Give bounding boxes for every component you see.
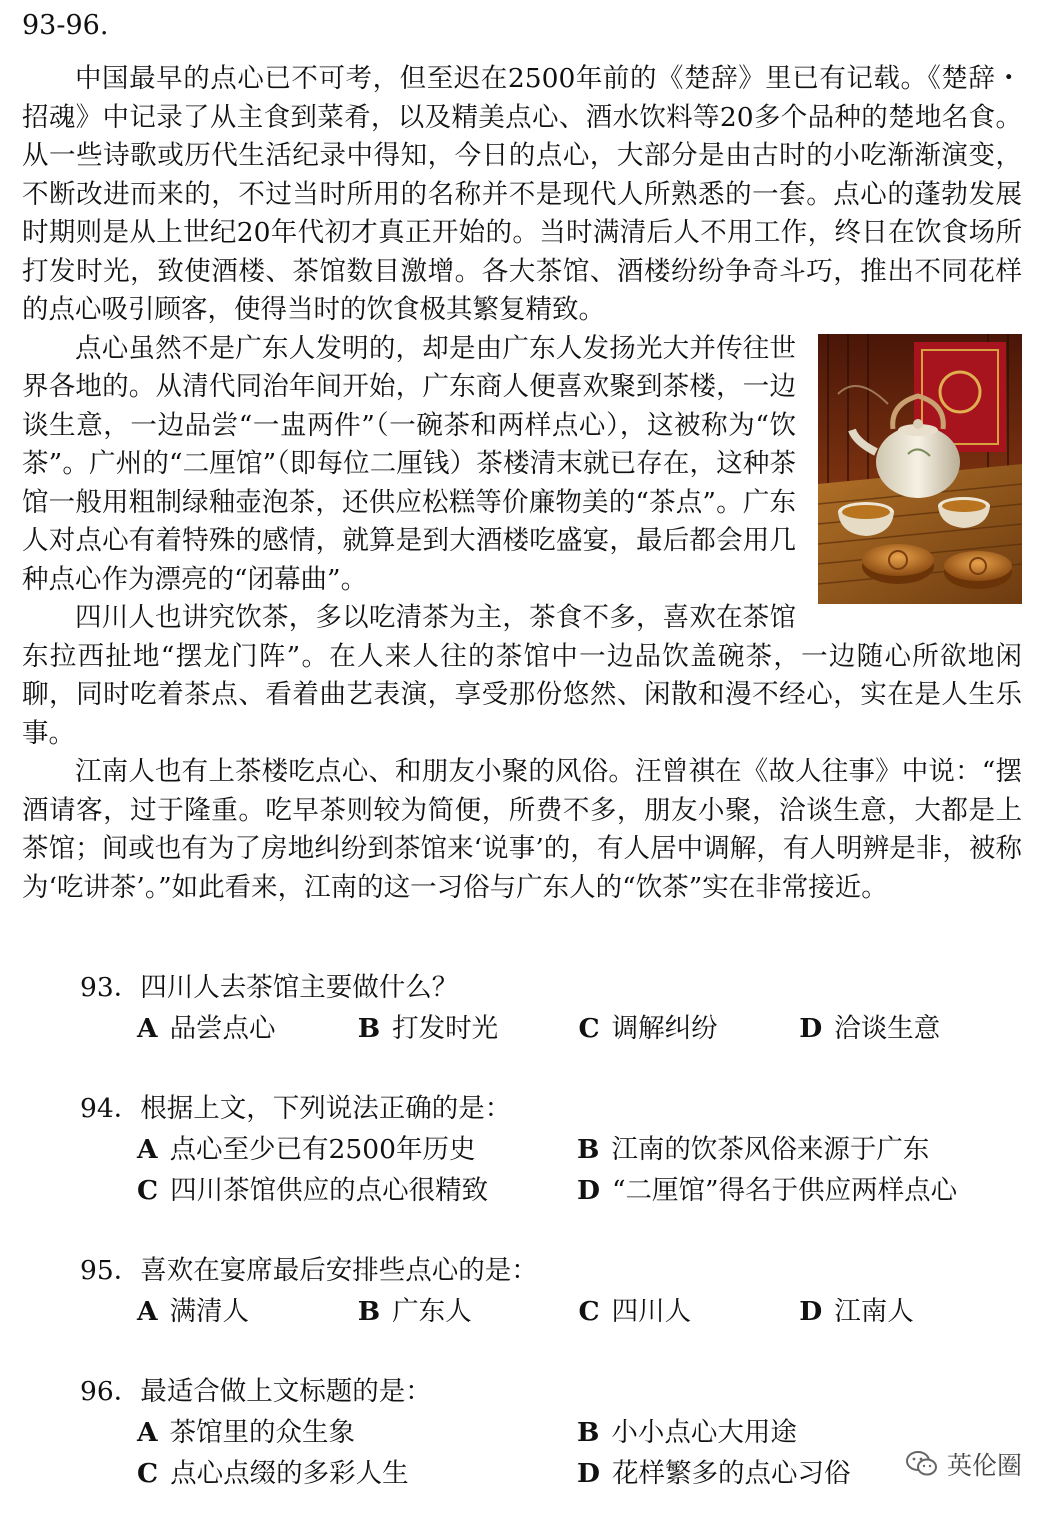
option-b[interactable]: B 小小点心大用途: [577, 1416, 797, 1448]
question-96: [80, 1372, 1020, 1494]
question-95: [80, 1251, 1020, 1332]
option-a[interactable]: A 茶馆里的众生象: [137, 1416, 356, 1448]
section-header: 93-96.: [22, 10, 109, 41]
wechat-icon: [905, 1450, 939, 1478]
question-list: [80, 968, 1020, 1534]
option-b[interactable]: B 广东人: [357, 1295, 472, 1327]
watermark: [905, 1446, 1022, 1482]
option-c[interactable]: C 四川茶馆供应的点心很精致: [137, 1174, 489, 1206]
paragraph-2: [22, 330, 1022, 600]
paragraph-4: 江南人也有上茶楼吃点心、和朋友小聚的风俗。汪曾祺在《故人往事》中说：“摆酒请客，过于隆重。吃早茶则较为简便，所费不多，朋友小聚，洽谈生意，大都是上茶馆；间或也有为了房地纠纷到茶馆来‘说事’的，有人居中调解，有人明辨是非，被称为‘吃讲茶’。”如此看来，江南的这一习俗与广东人的“饮茶”实在非常接近。: [22, 756, 1022, 903]
option-a[interactable]: A 品尝点心: [137, 1012, 276, 1044]
paragraph-1: 中国最早的点心已不可考，但至迟在2500年前的《楚辞》里已有记载。《楚辞・招魂》中记录了从主食到菜肴，以及精美点心、酒水饮料等20多个品种的楚地名食。从一些诗歌或历代生活纪录中得知，今日的点心，大部分是由古时的小吃渐渐演变，不断改进而来的，不过当时所用的名称并不是现代人所熟悉的一套。点心的蓬勃发展时期则是从上世纪20年代初才真正开始的。当时满清后人不用工作，终日在饮食场所打发时光，致使酒楼、茶馆数目激增。各大茶馆、酒楼纷纷争奇斗巧，推出不同花样的点心吸引顾客，使得当时的饮食极其繁复精致。: [22, 63, 1022, 325]
option-a[interactable]: A 满清人: [137, 1295, 250, 1327]
option-b[interactable]: B 打发时光: [357, 1012, 499, 1044]
option-d[interactable]: D 江南人: [799, 1295, 914, 1327]
option-d[interactable]: D 花样繁多的点心习俗: [577, 1457, 851, 1489]
option-d[interactable]: D 洽谈生意: [799, 1012, 941, 1044]
question-94: [80, 1089, 1020, 1211]
option-a[interactable]: A 点心至少已有2500年历史: [137, 1133, 476, 1165]
watermark-text: 英伦圈: [946, 1451, 1022, 1480]
tea-set-photo: [818, 334, 1022, 604]
question-stem: 94．根据上文，下列说法正确的是：: [80, 1093, 512, 1124]
question-93: [80, 968, 1020, 1049]
option-c[interactable]: C 调解纠纷: [578, 1012, 718, 1044]
option-b[interactable]: B 江南的饮茶风俗来源于广东: [577, 1133, 930, 1165]
option-d[interactable]: D “二厘馆”得名于供应两样点心: [577, 1174, 958, 1206]
option-c[interactable]: C 点心点缀的多彩人生: [137, 1457, 409, 1489]
question-stem: 93．四川人去茶馆主要做什么？: [80, 972, 459, 1003]
question-stem: 95．喜欢在宴席最后安排些点心的是：: [80, 1255, 538, 1286]
question-stem: 96．最适合做上文标题的是：: [80, 1376, 432, 1407]
paragraph-2-text: 点心虽然不是广东人发明的，却是由广东人发扬光大并传往世界各地的。从清代同治年间开始，广东商人便喜欢聚到茶楼，一边谈生意，一边品尝“一盅两件”（一碗茶和两样点心），这被称为“饮茶”。广州的“二厘馆”（即每位二厘钱）茶楼清末就已存在，这种茶馆一般用粗制绿釉壶泡茶，还供应松糕等价廉物美的“茶点”。广东人对点心有着特殊的感情，就算是到大酒楼吃盛宴，最后都会用几种点心作为漂亮的“闭幕曲”。: [22, 332, 796, 595]
reading-passage: [22, 60, 1022, 907]
paragraph-3: 四川人也讲究饮茶，多以吃清茶为主，茶食不多，喜欢在茶馆东拉西扯地“摆龙门阵”。在人来人往的茶馆中一边品饮盖碗茶，一边随心所欲地闲聊，同时吃着茶点、看着曲艺表演，享受那份悠然、闲散和漫不经心，实在是人生乐事。: [22, 602, 1022, 749]
option-c[interactable]: C 四川人: [578, 1295, 692, 1327]
